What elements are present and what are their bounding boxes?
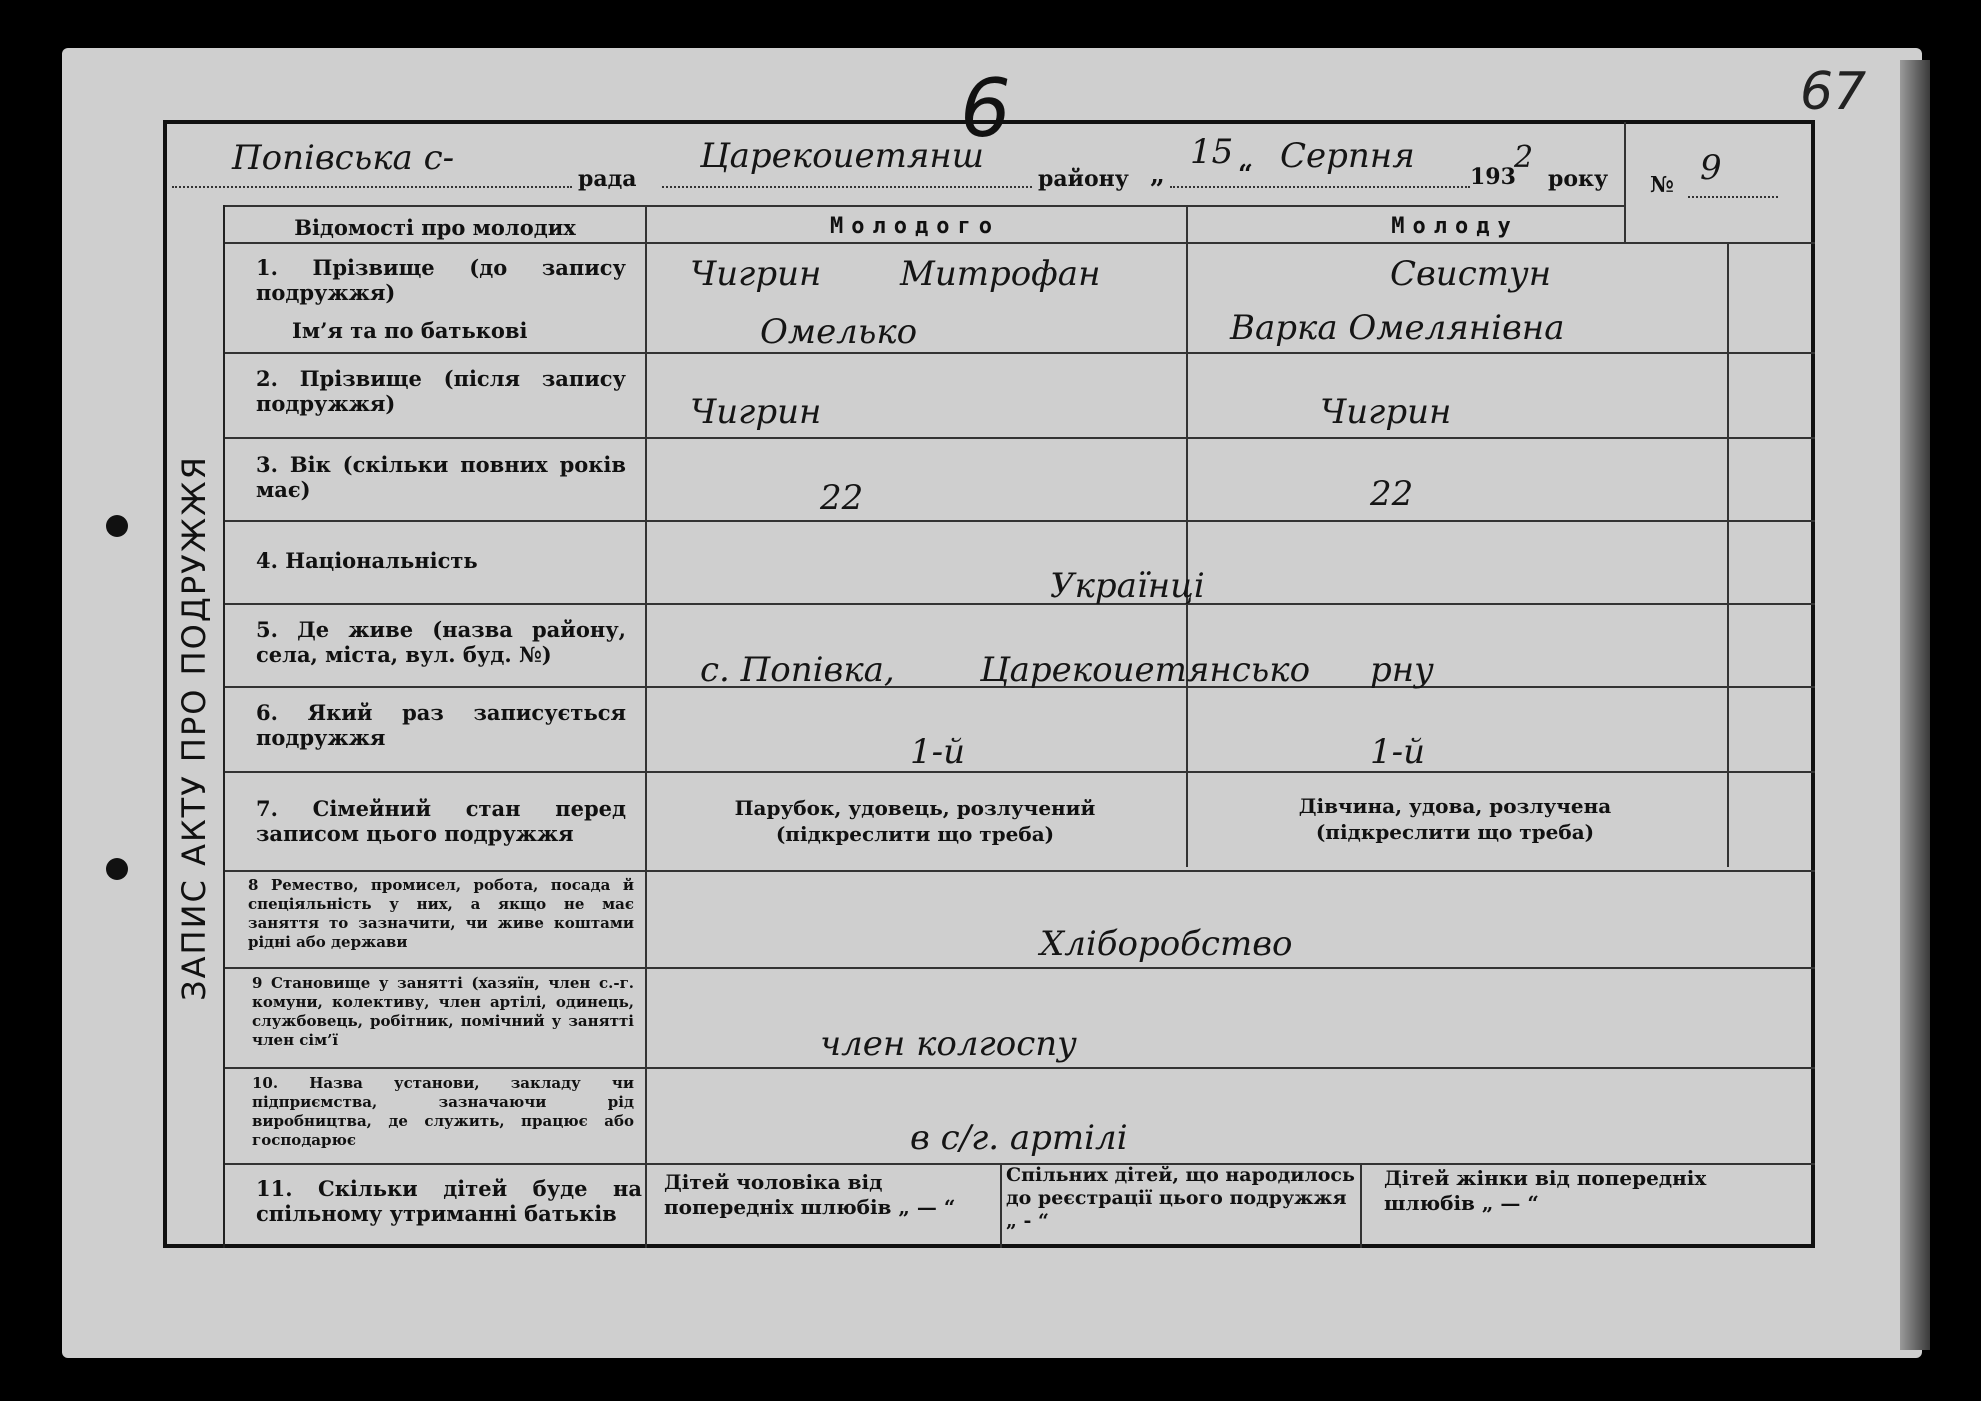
bride-surname-after: Чигрин (1320, 392, 1452, 432)
bride-marital-status: Дівчина, удова, розлучена (1298, 794, 1612, 818)
groom-surname-after: Чигрин (690, 392, 822, 432)
row-2-label: 2. Прізвище (після запису подружжя) (256, 366, 626, 416)
groom-patronymic: Омелько (760, 312, 918, 352)
row-3-label: 3. Вік (скільки повних років має) (256, 452, 626, 502)
groom-age: 22 (820, 478, 864, 518)
residence-suffix: рну (1370, 650, 1434, 690)
employment-status: член колгоспу (820, 1024, 1077, 1064)
district-handwritten: Царекоиетянш (700, 136, 984, 176)
grid-line (225, 205, 1625, 207)
rayon-label: району (1038, 166, 1129, 192)
day-handwritten: 15 (1190, 132, 1234, 172)
month-handwritten: Серпня (1280, 136, 1415, 176)
row-7-label: 7. Сімейний стан перед записом цього подружжя (256, 796, 626, 846)
residence-village: с. Попівка, (700, 650, 895, 690)
side-title: ЗАПИС АКТУ ПРО ПОДРУЖЖЯ (175, 455, 213, 1001)
workplace: в с/г. артілі (910, 1118, 1128, 1158)
handwritten-sheet-number: 6 (960, 62, 1011, 155)
row-5-label: 5. Де живе (назва району, села, міста, вул. буд. №) (256, 617, 626, 667)
grid-line (225, 520, 1815, 522)
number-label: № (1650, 172, 1674, 198)
village-handwritten: Попівська с- (232, 138, 455, 178)
children-husband: Дітей чоловіка від попередніх шлюбів „ — “ (664, 1170, 956, 1219)
groom-marital-note: (підкреслити що треба) (775, 822, 1055, 846)
grid-column-line (1360, 1163, 1362, 1248)
card-edge-shadow (1900, 60, 1930, 1350)
number-handwritten: 9 (1700, 148, 1722, 188)
nationality: Українці (1050, 566, 1205, 606)
quote-close: “ (1238, 160, 1253, 190)
groom-name: Митрофан (900, 254, 1101, 294)
row-1-label: 1. Прізвище (до запису подружжя) (256, 255, 626, 305)
grid-line (225, 771, 1815, 773)
grid-line (225, 437, 1815, 439)
row-9-label: 9 Становище у занятті (хазяїн, член с.-г. комуни, колективу, член артілі, одинець, службовець, робітник, помічний у занятті член сім’ї (252, 974, 634, 1049)
bride-age: 22 (1370, 474, 1414, 514)
quote-open: „ (1150, 160, 1165, 190)
row-4-label: 4. Національність (256, 548, 478, 573)
bride-marital-note: (підкреслити що треба) (1315, 820, 1595, 844)
row-10-label: 10. Назва установи, закладу чи підприємства, зазначаючи рід виробництва, де служить, працює або господарює (252, 1074, 634, 1149)
row-8-label: 8 Ремество, промисел, робота, посада й спеціяльність у них, а якщо не має заняття то зазначити, чи живе коштами рідні або держави (248, 876, 634, 951)
year-handwritten: 2 (1514, 140, 1534, 175)
grid-line (225, 870, 1815, 872)
bride-marriage-count: 1-й (1370, 732, 1426, 772)
info-column-heading: Відомості про молодих (294, 215, 576, 240)
rada-label: рада (578, 166, 637, 192)
roku-label: року (1548, 166, 1609, 192)
grid-column-line (1000, 1163, 1002, 1248)
village-dotted-line (172, 186, 572, 188)
residence-district: Царекоиетянсько (980, 650, 1311, 690)
year-printed: 193 (1470, 164, 1516, 190)
groom-surname: Чигрин (690, 254, 822, 294)
bride-name-patronymic: Варка Омелянівна (1230, 308, 1565, 348)
grid-line (225, 242, 1815, 244)
grid-column-line (1727, 244, 1729, 867)
children-wife: Дітей жінки від попередніх шлюбів „ — “ (1384, 1166, 1707, 1215)
grid-column-line (645, 205, 647, 1248)
row-6-label: 6. Який раз записується подружжя (256, 700, 626, 750)
punch-hole (106, 858, 128, 880)
bride-column-heading: Молоду (1391, 214, 1519, 239)
number-dotted-line (1688, 196, 1778, 198)
handwritten-corner-number: 67 (1800, 62, 1867, 122)
punch-hole (106, 515, 128, 537)
grid-line (225, 967, 1815, 969)
grid-line (225, 352, 1815, 354)
district-dotted-line (662, 186, 1032, 188)
row-11-label: 11. Скільки дітей буде на спільному утриманні батьків (256, 1176, 642, 1226)
bride-surname: Свистун (1390, 254, 1552, 294)
groom-marriage-count: 1-й (910, 732, 966, 772)
grid-line (225, 1067, 1815, 1069)
row-1-sub-label: Ім’я та по батькові (292, 318, 528, 343)
groom-marital-status: Парубок, удовець, розлучений (734, 796, 1096, 820)
children-joint: Спільних дітей, що народилось до реєстрації цього подружжя „ - “ (1006, 1164, 1355, 1232)
grid-column-line (1186, 205, 1188, 867)
date-dotted-line (1170, 186, 1470, 188)
occupation: Хліборобство (1040, 924, 1293, 964)
groom-column-heading: Молодого (830, 214, 1000, 239)
grid-line (225, 603, 1815, 605)
